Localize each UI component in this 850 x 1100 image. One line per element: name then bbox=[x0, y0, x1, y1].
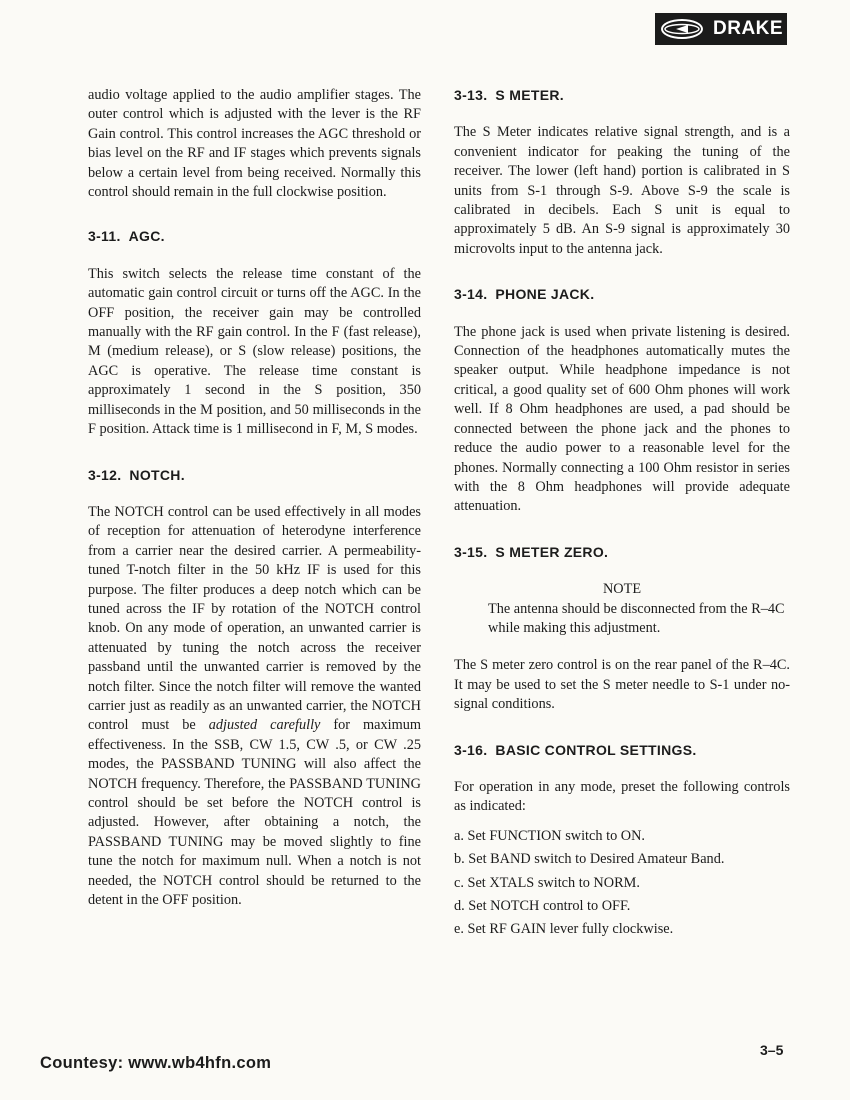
agc-paragraph: This switch selects the release time constant of the automatic gain control circuit or turns off the AGC. In the OFF position, the receiver gain may be controlled manually with the RF gain control. In the F (fast release), M (medium release), or S (slow release) positions, the AGC is operative. The release time constant is approximately 1 second in the S position, 350 milliseconds in the M position, and 50 milliseconds in the F position. Attack time is 1 millisecond in F, M, S modes. bbox=[88, 265, 421, 438]
note-text: The antenna should be disconnected from the R–4C while making this adjustment. bbox=[488, 600, 785, 636]
s-meter-zero-paragraph: The S meter zero control is on the rear panel of the R–4C. It may be used to set the S meter needle to S-1 under no-signal conditions. bbox=[454, 657, 790, 713]
section-title: PHONE JACK. bbox=[495, 286, 595, 303]
section-number: 3-14. bbox=[454, 286, 488, 303]
section-number: 3-15. bbox=[454, 543, 488, 560]
section-heading-s-meter bbox=[454, 86, 790, 105]
section-number: 3-16. bbox=[454, 741, 488, 758]
section-heading-phone-jack bbox=[454, 285, 790, 304]
section-title: NOTCH. bbox=[129, 466, 185, 483]
drake-logo bbox=[655, 13, 787, 45]
section-title: BASIC CONTROL SETTINGS. bbox=[495, 741, 697, 758]
list-item: d. Set NOTCH control to OFF. bbox=[454, 898, 631, 914]
section-number: 3-11. bbox=[88, 228, 121, 245]
section-title: AGC. bbox=[128, 228, 165, 245]
list-item: b. Set BAND switch to Desired Amateur Band. bbox=[454, 851, 725, 868]
s-meter-paragraph: The S Meter indicates relative signal strength, and is a convenient indicator for peaking the tuning of the receiver. The lower (left hand) portion is calibrated in S units from S-1 through S-9. Above S-9 the scale is calibrated in decibels. Each S unit is equal to approximately 5 dB. An S-9 signal is approximately 30 microvolts input to the antenna jack. bbox=[454, 124, 790, 257]
section-heading-notch bbox=[88, 466, 421, 485]
notch-text-b: for maximum effectiveness. In the SSB, CW 1.5, CW .5, or CW .25 modes, the PASSBAND TUNING will also affect the NOTCH frequency. Therefore, the PASSBAND TUNING control should be set before the NOTCH control is adjusted. However, after obtaining a notch, the PASSBAND TUNING may be moved slightly to fine tune the notch for maximum null. When a notch is not needed, the NOTCH control should be returned to the detent in the OFF position. bbox=[88, 717, 421, 909]
list-item: a. Set FUNCTION switch to ON. bbox=[454, 827, 646, 844]
section-title: S METER ZERO. bbox=[495, 543, 609, 560]
left-column bbox=[88, 86, 421, 910]
drake-emblem-icon bbox=[661, 19, 703, 39]
section-heading-basic-settings bbox=[454, 741, 790, 760]
note-label: NOTE bbox=[602, 581, 642, 598]
section-number: 3-12. bbox=[88, 466, 122, 483]
courtesy-footer: Countesy: www.wb4hfn.com bbox=[40, 1054, 272, 1072]
logo-text: DRAKE bbox=[713, 18, 784, 39]
list-item: c. Set XTALS switch to NORM. bbox=[454, 874, 640, 891]
notch-paragraph bbox=[88, 503, 421, 911]
phone-jack-paragraph: The phone jack is used when private listening is desired. Connection of the headphones automatically mutes the speaker output. While headphone impedance is not critical, a good quality set of 600 Ohm phones will work well. If 8 Ohm headphones are used, a pad should be connected between the phone jack and the phones to reduce the audio power to a reasonable level for the phones. Normally connecting a 100 Ohm resistor in series with the 8 Ohm headphones will provide adequate attenuation. bbox=[454, 323, 790, 515]
section-number: 3-13. bbox=[454, 87, 488, 103]
notch-text-a: The NOTCH control can be used effectively in all modes of reception for attenuation of heterodyne interference from a carrier near the desired carrier. A permeability-tuned T-notch filter in the 50 kHz IF is used for this purpose. The filter produces a deep notch which can be tuned across the IF by rotation of the NOTCH control knob. On any mode of operation, an unwanted carrier is attenuated by tuning the notch across the receiver passband until the unwanted carrier is removed by the notch filter. Since the notch filter will remove the wanted carrier just as readily as an unwanted carrier, the NOTCH control must be bbox=[88, 503, 421, 734]
section-heading-agc bbox=[88, 227, 421, 246]
page-number: 3–5 bbox=[760, 1042, 784, 1058]
right-column bbox=[454, 86, 790, 944]
section-title: S METER. bbox=[495, 87, 564, 103]
notch-emphasis: adjusted carefully bbox=[208, 717, 321, 734]
section-heading-s-meter-zero bbox=[454, 543, 790, 562]
intro-paragraph: audio voltage applied to the audio amplifier stages. The outer control which is adjusted with the lever is the RF Gain control. This control increases the AGC threshold or bias level on the RF and IF stages which prevents signals below a certain level from being received. Normally this control should remain in the full clockwise position. bbox=[88, 87, 421, 201]
list-item: e. Set RF GAIN lever fully clockwise. bbox=[454, 921, 674, 938]
basic-settings-list bbox=[454, 827, 790, 940]
basic-settings-intro: For operation in any mode, preset the following controls as indicated: bbox=[454, 778, 790, 815]
